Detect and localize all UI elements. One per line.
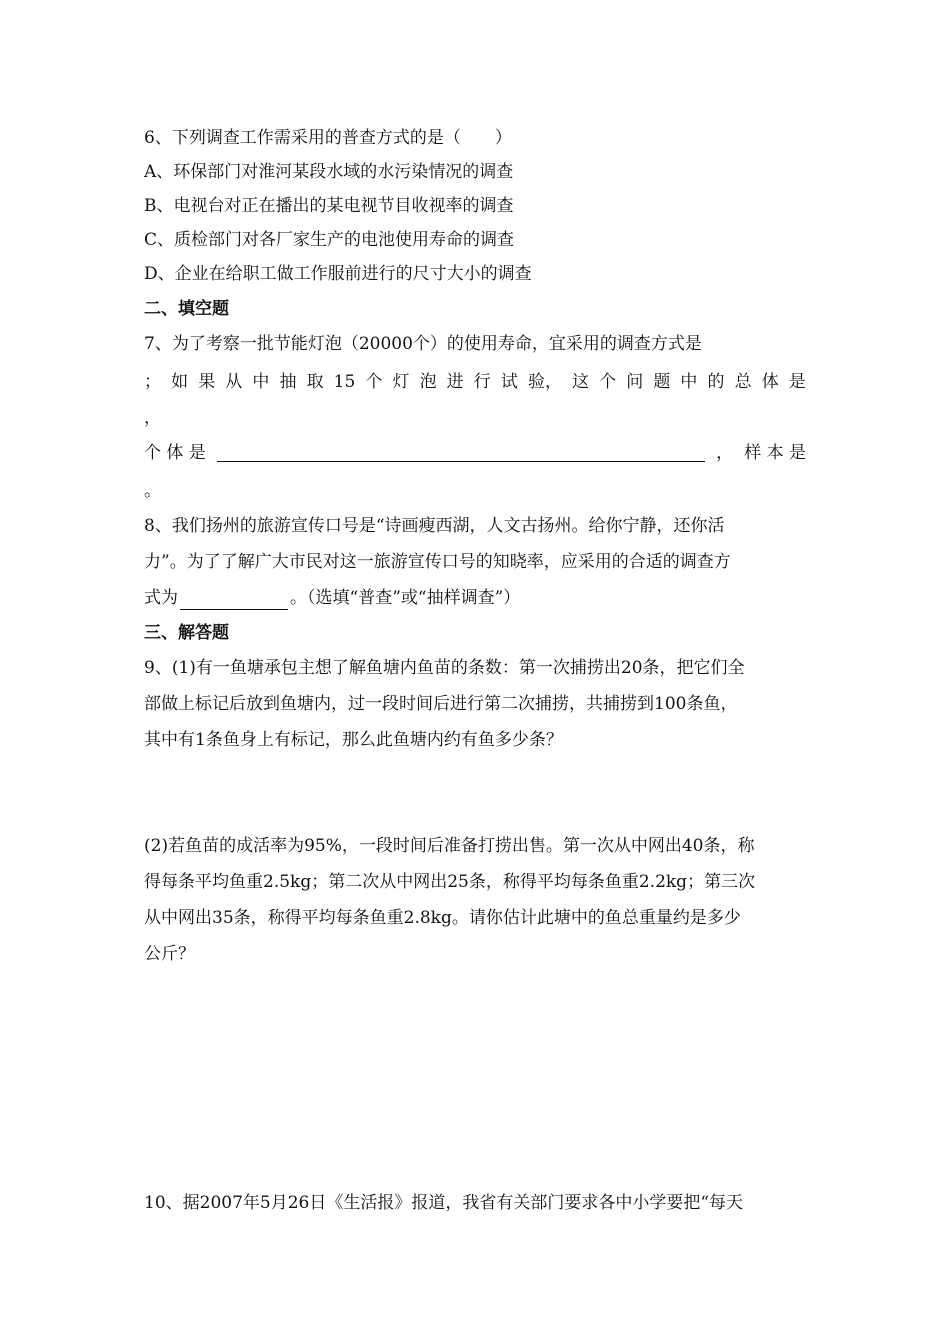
q7-line-2-word: 中	[680, 372, 698, 392]
q7-line-2-word: 15	[333, 372, 356, 392]
q8-prefix: 式为	[144, 588, 178, 608]
q7-line-2-word: 个	[599, 372, 617, 392]
q7-line-2-word: 这	[572, 372, 590, 392]
q7-line-2-word: 泡	[419, 372, 437, 392]
q7-line-2-word: 进	[446, 372, 464, 392]
q7-line-2-word: 行	[473, 372, 491, 392]
q10-line-1: 10、据2007年5月26日《生活报》报道，我省有关部门要求各中小学要把“每天	[144, 1193, 744, 1213]
q7-line-2-word: 的	[707, 372, 725, 392]
q7-sample-label: 样 本 是	[744, 443, 806, 463]
q7-line-4	[144, 441, 806, 465]
q7-line-2	[144, 370, 806, 394]
q8-answer-blank[interactable]	[180, 589, 288, 610]
q7-line-2-word: 个	[365, 372, 383, 392]
q7-individual-blank[interactable]	[217, 441, 705, 462]
q7-line-2-word: 总	[734, 372, 752, 392]
q8-line-2: 力”。为了了解广大市民对这一旅游宣传口号的知晓率，应采用的合适的调查方	[144, 552, 731, 572]
q6-option-b: B、电视台对正在播出的某电视节目收视率的调查	[144, 196, 514, 216]
q6-option-a: A、环保部门对淮河某段水域的水污染情况的调查	[144, 162, 514, 182]
q9-part2-line-4: 公斤？	[144, 944, 195, 964]
section-answer-title: 三、解答题	[144, 623, 229, 643]
q7-line-2-word: 体	[761, 372, 779, 392]
q7-individual-label: 个 体 是	[144, 443, 206, 463]
q9-part2-line-3: 从中网出35条，称得平均每条鱼重2.8kg。请你估计此塘中的鱼总重量约是多少	[144, 908, 741, 928]
q7-line-2-word: 果	[198, 372, 216, 392]
q7-line-2-word: 问	[626, 372, 644, 392]
q8-line-3	[144, 586, 806, 610]
q7-line-5: 。	[144, 481, 161, 501]
q8-line-1: 8、我们扬州的旅游宣传口号是“诗画瘦西湖，人文古扬州。给你宁静，还你活	[144, 516, 725, 536]
q9-part2-line-2: 得每条平均鱼重2.5kg；第二次从中网出25条，称得平均每条鱼重2.2kg；第三次	[144, 872, 756, 892]
q8-suffix: 。（选填“普查”或“抽样调查”）	[290, 588, 521, 608]
q7-line-2-word: 取	[306, 372, 324, 392]
q6-option-c: C、质检部门对各厂家生产的电池使用寿命的调查	[144, 230, 515, 250]
section-fill-blank-title: 二、填空题	[144, 299, 229, 319]
q9-part2-line-1: (2)若鱼苗的成活率为95%，一段时间后准备打捞出售。第一次从中网出40条，称	[144, 836, 755, 856]
q7-line-2-word: 是	[788, 372, 806, 392]
q7-comma: ，	[716, 443, 734, 463]
q7-line-2-word: 从	[225, 372, 243, 392]
q7-line-2-word: 题	[653, 372, 671, 392]
q7-line-2-word: 中	[252, 372, 270, 392]
q7-line-2-word: ；	[144, 372, 161, 392]
q7-line-3: ，	[144, 408, 161, 428]
q7-line-1: 7、为了考察一批节能灯泡（20000个）的使用寿命，宜采用的调查方式是	[144, 334, 702, 354]
q7-line-2-word: 试	[500, 372, 518, 392]
q7-line-2-word: 如	[171, 372, 189, 392]
q9-part1-line-3: 其中有1条鱼身上有标记，那么此鱼塘内约有鱼多少条？	[144, 730, 563, 750]
q6-stem: 6、下列调查工作需采用的普查方式的是（ ）	[144, 128, 512, 148]
q7-line-2-word: 灯	[392, 372, 410, 392]
q9-part1-line-1: 9、(1)有一鱼塘承包主想了解鱼塘内鱼苗的条数：第一次捕捞出20条，把它们全	[144, 658, 745, 678]
q9-part1-line-2: 部做上标记后放到鱼塘内，过一段时间后进行第二次捕捞，共捕捞到100条鱼，	[144, 694, 738, 714]
q7-line-2-word: 验，	[527, 372, 562, 392]
q7-line-2-word: 抽	[279, 372, 297, 392]
q6-option-d: D、企业在给职工做工作服前进行的尺寸大小的调查	[144, 264, 532, 284]
